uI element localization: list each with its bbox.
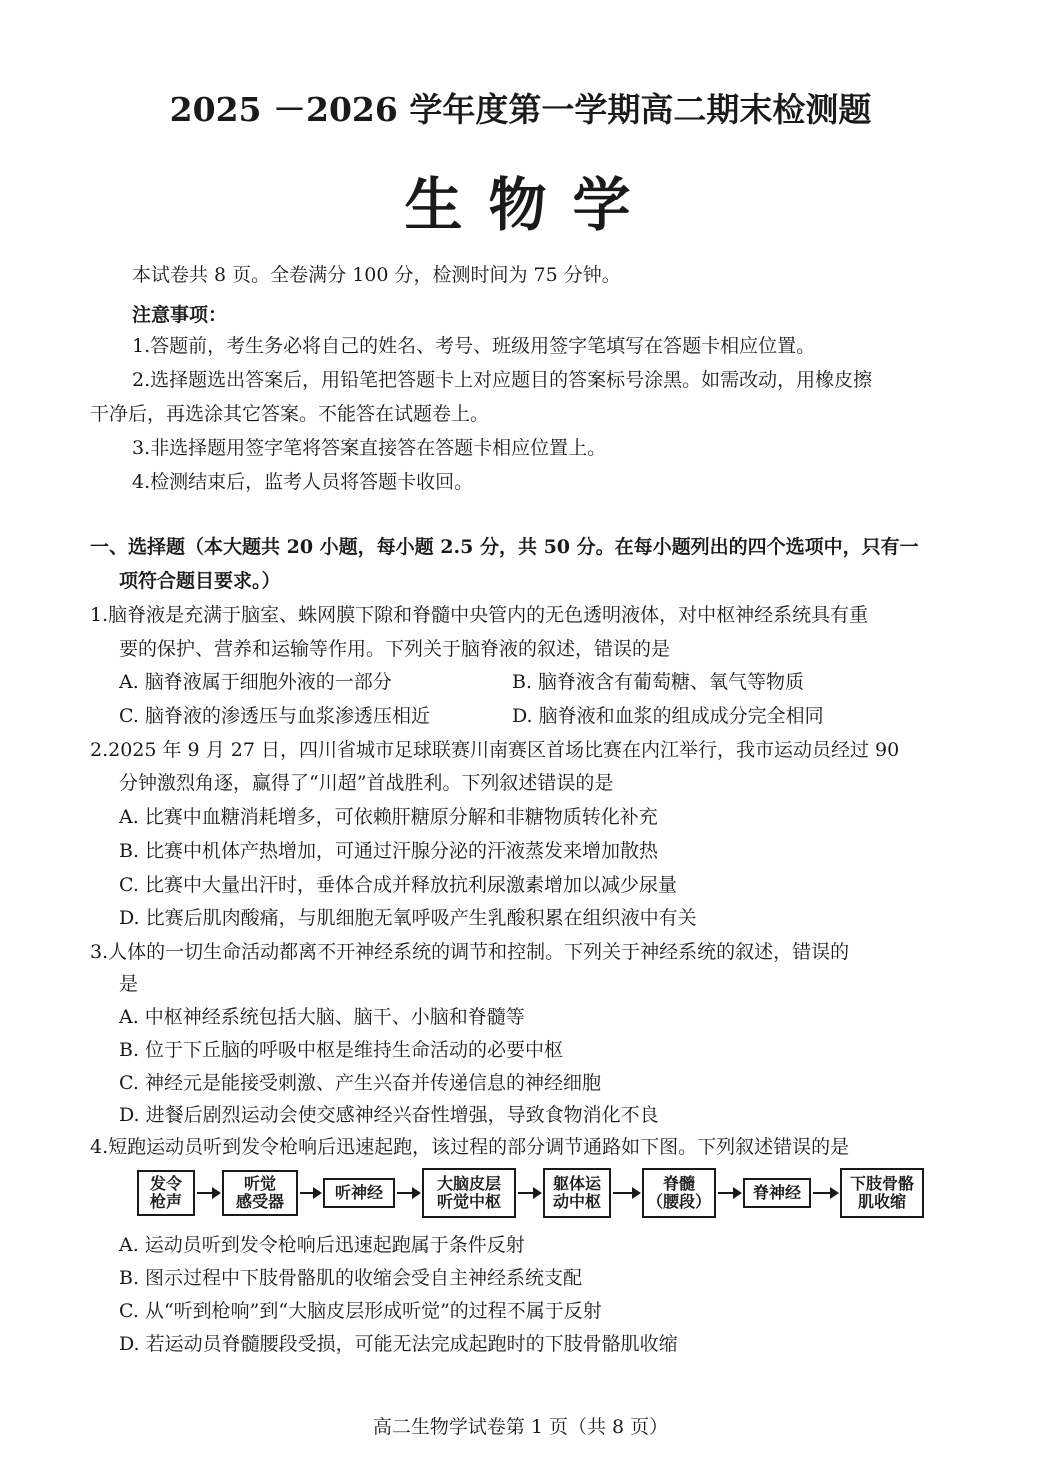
page-footer: 高二生物学试卷第 1 页（共 8 页） bbox=[372, 1416, 669, 1438]
question-4-option-d: D. 若运动员脊髓腰段受损，可能无法完成起跑时的下肢骨骼肌收缩 bbox=[119, 1333, 678, 1355]
flow-arrow bbox=[397, 1192, 419, 1194]
question-2-option-b: B. 比赛中机体产热增加，可通过汗腺分泌的汗液蒸发来增加散热 bbox=[119, 840, 659, 862]
question-1-stem: 1.脑脊液是充满于脑室、蛛网膜下隙和脊髓中央管内的无色透明液体，对中枢神经系统具有重 bbox=[90, 604, 869, 626]
question-4-option-b: B. 图示过程中下肢骨骼肌的收缩会受自主神经系统支配 bbox=[119, 1267, 583, 1289]
flow-arrow bbox=[718, 1192, 740, 1194]
question-3-stem-cont: 是 bbox=[119, 973, 139, 995]
question-3-option-b: B. 位于下丘脑的呼吸中枢是维持生命活动的必要中枢 bbox=[119, 1039, 564, 1061]
notice-item-4: 4.检测结束后，监考人员将答题卡收回。 bbox=[132, 471, 474, 493]
flow-node-spinal-cord: 脊髓 （腰段） bbox=[642, 1168, 716, 1218]
question-4-stem: 4.短跑运动员听到发令枪响后迅速起跑，该过程的部分调节通路如下图。下列叙述错误的是 bbox=[90, 1136, 850, 1158]
flow-node-muscle-contraction: 下肢骨骼 肌收缩 bbox=[840, 1168, 924, 1218]
exam-intro: 本试卷共 8 页。全卷满分 100 分，检测时间为 75 分钟。 bbox=[132, 264, 621, 286]
notice-item-2: 2.选择题选出答案后，用铅笔把答题卡上对应题目的答案标号涂黑。如需改动，用橡皮擦 bbox=[132, 369, 873, 391]
section-heading: 一、选择题（本大题共 20 小题，每小题 2.5 分，共 50 分。在每小题列出的四个选项中，只有一 bbox=[90, 536, 919, 558]
flow-node-auditory-cortex: 大脑皮层 听觉中枢 bbox=[422, 1168, 516, 1218]
question-3-stem: 3.人体的一切生命活动都离不开神经系统的调节和控制。下列关于神经系统的叙述，错误的 bbox=[90, 941, 850, 963]
question-2-stem: 2.2025 年 9 月 27 日，四川省城市足球联赛川南赛区首场比赛在内江举行，我市运动员经过 90 bbox=[90, 739, 900, 761]
question-1-option-d: D. 脑脊液和血浆的组成成分完全相同 bbox=[512, 705, 824, 727]
flow-node-motor-center: 躯体运 动中枢 bbox=[543, 1168, 611, 1218]
notice-item-2-cont: 干净后，再选涂其它答案。不能答在试题卷上。 bbox=[90, 403, 490, 425]
flow-node-auditory-receptor: 听觉 感受器 bbox=[222, 1170, 298, 1216]
flow-node-starting-gun: 发令 枪声 bbox=[137, 1170, 195, 1216]
notice-item-3: 3.非选择题用签字笔将答案直接答在答题卡相应位置上。 bbox=[132, 437, 607, 459]
question-1-option-b: B. 脑脊液含有葡萄糖、氧气等物质 bbox=[512, 671, 805, 693]
flow-arrow bbox=[613, 1192, 639, 1194]
subject-title: 生物学 bbox=[404, 171, 657, 239]
flow-node-auditory-nerve: 听神经 bbox=[323, 1178, 395, 1208]
question-2-stem-cont: 分钟激烈角逐，赢得了“川超”首战胜利。下列叙述错误的是 bbox=[119, 772, 614, 794]
question-2-option-c: C. 比赛中大量出汗时，垂体合成并释放抗利尿激素增加以减少尿量 bbox=[119, 874, 677, 896]
flow-arrow bbox=[300, 1192, 320, 1194]
flow-arrow bbox=[518, 1192, 540, 1194]
question-2-option-a: A. 比赛中血糖消耗增多，可依赖肝糖原分解和非糖物质转化补充 bbox=[119, 806, 658, 828]
question-2-option-d: D. 比赛后肌肉酸痛，与肌细胞无氧呼吸产生乳酸积累在组织液中有关 bbox=[119, 907, 697, 929]
question-3-option-c: C. 神经元是能接受刺激、产生兴奋并传递信息的神经细胞 bbox=[119, 1072, 601, 1094]
notice-heading: 注意事项： bbox=[132, 304, 228, 326]
question-1-option-c: C. 脑脊液的渗透压与血浆渗透压相近 bbox=[119, 705, 430, 727]
flow-arrow bbox=[197, 1192, 219, 1194]
question-3-option-d: D. 进餐后剧烈运动会使交感神经兴奋性增强，导致食物消化不良 bbox=[119, 1104, 659, 1126]
question-4-option-a: A. 运动员听到发令枪响后迅速起跑属于条件反射 bbox=[119, 1234, 525, 1256]
flow-arrow bbox=[813, 1192, 837, 1194]
section-heading-cont: 项符合题目要求。） bbox=[119, 570, 281, 592]
flow-node-spinal-nerve: 脊神经 bbox=[743, 1178, 811, 1208]
question-1-stem-cont: 要的保护、营养和运输等作用。下列关于脑脊液的叙述，错误的是 bbox=[119, 638, 671, 660]
exam-title: 2025 －2026 学年度第一学期高二期末检测题 bbox=[169, 90, 872, 129]
question-1-option-a: A. 脑脊液属于细胞外液的一部分 bbox=[119, 671, 392, 693]
notice-item-1: 1.答题前，考生务必将自己的姓名、考号、班级用签字笔填写在答题卡相应位置。 bbox=[132, 335, 816, 357]
question-3-option-a: A. 中枢神经系统包括大脑、脑干、小脑和脊髓等 bbox=[119, 1006, 525, 1028]
question-4-option-c: C. 从“听到枪响”到“大脑皮层形成听觉”的过程不属于反射 bbox=[119, 1300, 602, 1322]
regulation-pathway-diagram bbox=[137, 1168, 937, 1220]
